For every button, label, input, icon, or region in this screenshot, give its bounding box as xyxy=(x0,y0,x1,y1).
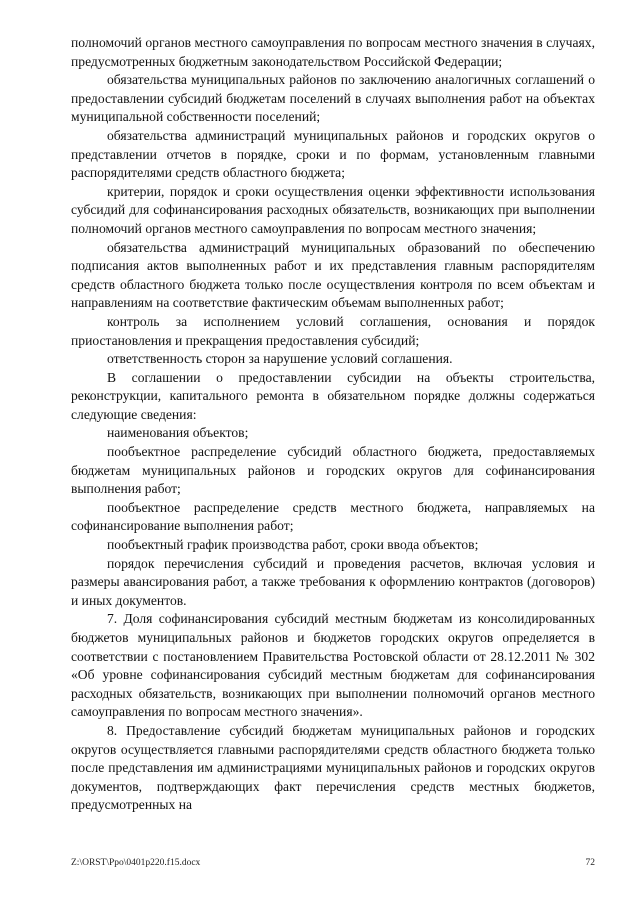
paragraph: пообъектное распределение субсидий областного бюджета, предоставляемых бюджетам муниципальных районов и городских округов для софинансирования выполнения работ; xyxy=(71,444,595,497)
paragraph: ответственность сторон за нарушение условий соглашения. xyxy=(107,351,453,367)
paragraph: критерии, порядок и сроки осуществления оценки эффективности использования субсидий для софинансирования расходных обязательств, возникающих при выполнении полномочий органов местного самоуправления по вопросам местного значения; xyxy=(71,183,595,236)
paragraph: обязательства муниципальных районов по заключению аналогичных соглашений о предоставлении субсидий бюджетам поселений в случаях выполнения работ на объектах муниципальной собственности поселений; xyxy=(71,72,595,125)
paragraph: пообъектный график производства работ, сроки ввода объектов; xyxy=(107,537,479,553)
paragraph: пообъектное распределение средств местного бюджета, направляемых на софинансирование выполнения работ; xyxy=(71,499,595,534)
paragraph: 7. Доля софинансирования субсидий местным бюджетам из консолидированных бюджетов муниципальных районов и бюджетов городских округов определяется в соответствии с постановлением Правительства Ростовской области от 28.12.2011 № 302 «Об уровне софинансирования субсидий местным бюджетам для софинансирования расходных обязательств, возникающих при выполнении полномочий органов местного самоуправления по вопросам местного значения». xyxy=(71,611,595,720)
paragraph: обязательства администраций муниципальных районов и городских округов о представлении отчетов в порядке, сроки и по формам, установленным главными распорядителями средств областного бюджета; xyxy=(71,127,595,181)
paragraph: наименования объектов; xyxy=(107,425,249,441)
page-number: 72 xyxy=(585,858,595,868)
paragraph: контроль за исполнением условий соглашения, основания и порядок приостановления и прекращения предоставления субсидий; xyxy=(71,313,595,348)
paragraph: 8. Предоставление субсидий бюджетам муниципальных районов и городских округов осуществляется главными распорядителями средств областного бюджета только после представления им администрациями муниципальных районов и городских округов документов, подтверждающих факт перечисления средств местных бюджетов, предусмотренных на xyxy=(71,722,595,813)
paragraph: порядок перечисления субсидий и проведения расчетов, включая условия и размеры авансирования работ, а также требования к оформлению контрактов (договоров) и иных документов. xyxy=(71,555,595,608)
document-body xyxy=(71,34,595,815)
paragraph: В соглашении о предоставлении субсидии на объекты строительства, реконструкции, капитального ремонта в обязательном порядке должны содержаться следующие сведения: xyxy=(71,369,595,422)
file-path: Z:\ORST\Ppo\0401p220.f15.docx xyxy=(71,858,201,868)
paragraph: обязательства администраций муниципальных образований по обеспечению подписания актов выполненных работ и их представления главным распорядителям средств областного бюджета только после осуществления контроля по всем объектам и направлениям на соответствие фактическим объемам выполненных работ; xyxy=(71,239,595,311)
paragraph: полномочий органов местного самоуправления по вопросам местного значения в случаях, предусмотренных бюджетным законодательством Российской Федерации; xyxy=(71,35,595,69)
